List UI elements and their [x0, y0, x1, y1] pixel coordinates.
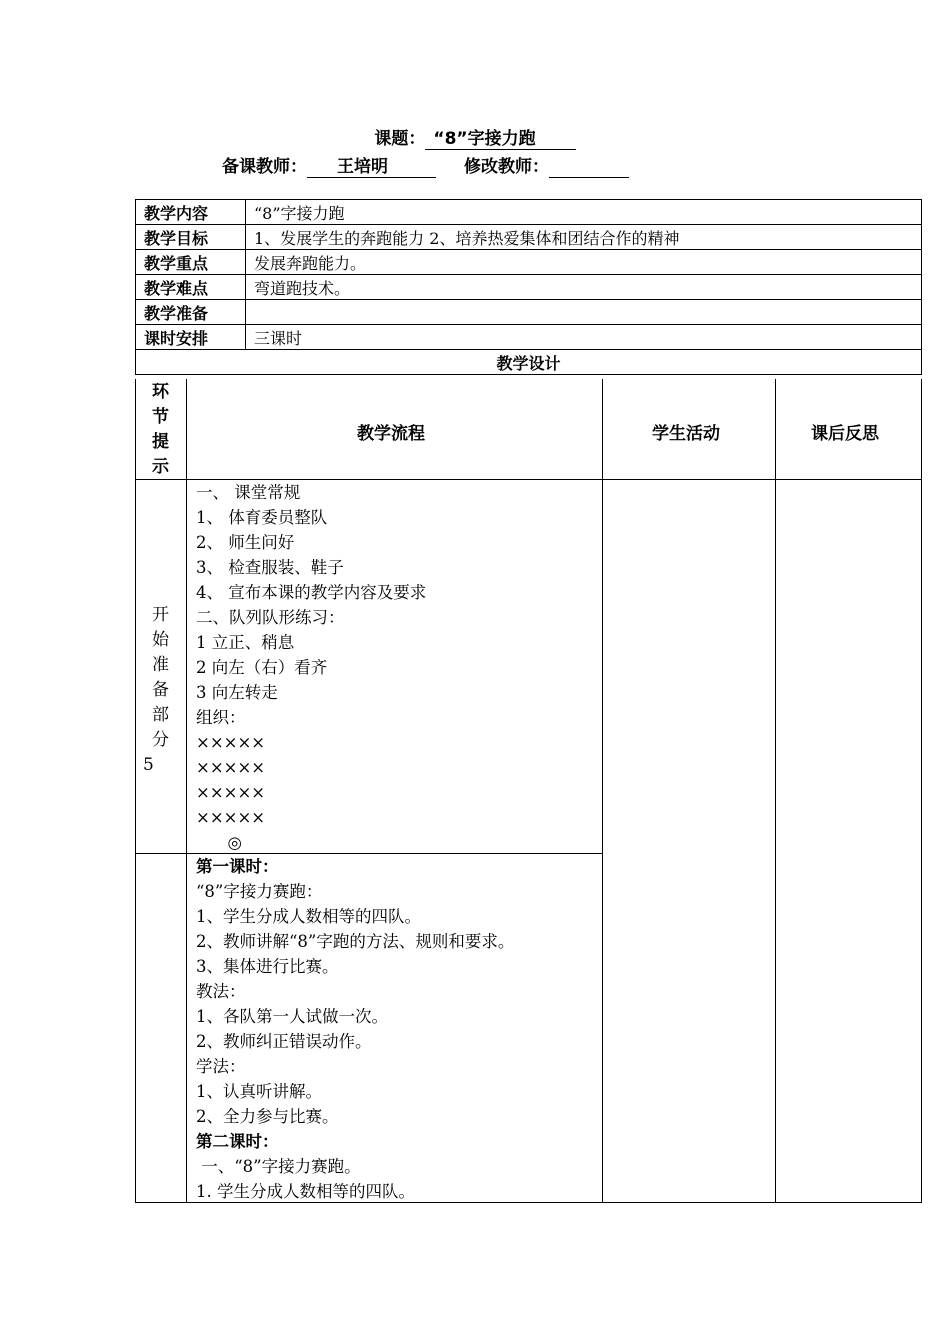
lesson-two-heading: 第二课时： — [196, 1132, 279, 1151]
flow-line: 4、 宣布本课的教学内容及要求 — [196, 583, 427, 602]
info-value — [246, 300, 922, 325]
prep-teacher-label: 备课教师： — [222, 157, 307, 177]
info-label: 教学重点 — [136, 250, 246, 275]
flow-line: 组织： — [196, 708, 246, 727]
prep-teacher-value: 王培明 — [307, 152, 436, 178]
flow-line: 1、学生分成人数相等的四队。 — [196, 907, 421, 926]
lesson-one-heading: 第一课时： — [196, 857, 279, 876]
stage-column-header — [135, 380, 186, 480]
flow-line: 1 立正、稍息 — [196, 633, 295, 652]
flow-line: 1、各队第一人试做一次。 — [196, 1007, 388, 1026]
flow-line: “8”字接力赛跑： — [196, 882, 323, 901]
info-value: 弯道跑技术。 — [246, 275, 922, 300]
info-label: 课时安排 — [136, 325, 246, 350]
flow-line: 二、队列队形练习： — [196, 608, 345, 627]
flow-line: 2、教师纠正错误动作。 — [196, 1032, 372, 1051]
info-label: 教学难点 — [136, 275, 246, 300]
formation-row: ××××× — [196, 733, 266, 752]
info-value: “8”字接力跑 — [246, 200, 922, 225]
flow-line: 3 向左转走 — [196, 683, 278, 702]
teacher-line — [222, 152, 629, 178]
flow-line: 3、集体进行比赛。 — [196, 957, 339, 976]
flow-line: 2 向左（右）看齐 — [196, 658, 328, 677]
flow-line: 1、 体育委员整队 — [196, 508, 328, 527]
lesson-info-table — [135, 199, 922, 375]
grid-line — [775, 379, 776, 1203]
lesson-title — [0, 124, 950, 150]
info-row — [136, 325, 922, 350]
flow-line: 1. 学生分成人数相等的四队。 — [196, 1182, 415, 1201]
stage-label-start — [135, 603, 186, 778]
flow-section-2 — [196, 854, 514, 1204]
flow-line: 教法： — [196, 982, 246, 1001]
info-value: 1、发展学生的奔跑能力 2、培养热爱集体和团结合作的精神 — [246, 225, 922, 250]
flow-section-1 — [196, 480, 426, 855]
info-row — [136, 300, 922, 325]
flow-line: 学法： — [196, 1057, 246, 1076]
flow-line: 3、 检查服装、鞋子 — [196, 558, 344, 577]
stage-char: 准 — [152, 655, 169, 675]
reflection-column-header: 课后反思 — [811, 424, 879, 444]
info-value: 三课时 — [246, 325, 922, 350]
flow-line: 一、 课堂常规 — [196, 483, 301, 502]
flow-column-header: 教学流程 — [357, 424, 425, 444]
stage-char: 部 — [152, 705, 169, 725]
grid-line — [186, 379, 187, 1203]
info-label: 教学内容 — [136, 200, 246, 225]
flow-line: 2、教师讲解“8”字跑的方法、规则和要求。 — [196, 932, 515, 951]
revise-teacher-label: 修改教师： — [464, 157, 549, 177]
stage-char: 开 — [152, 605, 169, 625]
flow-line: 1、认真听讲解。 — [196, 1082, 322, 1101]
stage-char: 备 — [152, 680, 169, 700]
grid-line — [602, 379, 603, 1203]
stage-header-char: 节 — [152, 407, 169, 427]
design-heading-row — [136, 350, 922, 375]
formation-row: ××××× — [196, 808, 266, 827]
formation-row: ××××× — [196, 758, 266, 777]
design-heading: 教学设计 — [136, 350, 922, 375]
flow-line: 2、 师生问好 — [196, 533, 295, 552]
topic-label: 课题： — [374, 129, 426, 149]
flow-line: 一、“8”字接力赛跑。 — [196, 1157, 361, 1176]
grid-line — [921, 379, 922, 1203]
info-value: 发展奔跑能力。 — [246, 250, 922, 275]
info-label: 教学准备 — [136, 300, 246, 325]
stage-header-char: 示 — [152, 457, 169, 477]
info-label: 教学目标 — [136, 225, 246, 250]
formation-row: ××××× — [196, 783, 266, 802]
info-row — [136, 250, 922, 275]
teacher-position-mark: ◎ — [196, 833, 242, 852]
flow-line: 2、全力参与比赛。 — [196, 1107, 339, 1126]
grid-line — [135, 379, 136, 1203]
revise-teacher-blank — [549, 159, 629, 178]
info-row — [136, 275, 922, 300]
info-row — [136, 200, 922, 225]
activity-column-header: 学生活动 — [652, 424, 720, 444]
info-row — [136, 225, 922, 250]
stage-char: 5 — [143, 755, 154, 775]
stage-header-char: 环 — [152, 382, 169, 402]
stage-header-char: 提 — [152, 432, 169, 452]
stage-char: 始 — [152, 630, 169, 650]
stage-char: 分 — [152, 730, 169, 750]
topic-value: “8”字接力跑 — [425, 124, 575, 150]
